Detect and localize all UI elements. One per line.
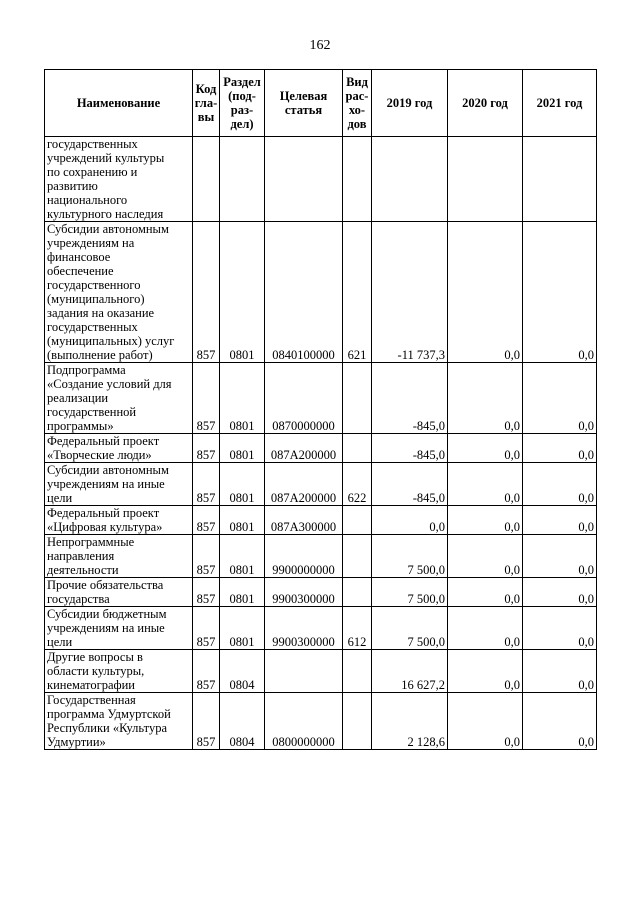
header-expense-type: Вид рас- хо- дов (343, 70, 372, 137)
cell-amount-2021: 0,0 (523, 506, 597, 535)
cell-target-article: 087A200000 (265, 463, 343, 506)
cell-section: 0801 (220, 363, 265, 434)
header-chapter-code: Код гла- вы (193, 70, 220, 137)
cell-expense-type (343, 434, 372, 463)
cell-expense-type (343, 535, 372, 578)
cell-name: Государственная программа Удмуртской Республики «Культура Удмуртии» (45, 693, 193, 750)
header-year-2021: 2021 год (523, 70, 597, 137)
cell-amount-2019 (372, 137, 448, 222)
cell-target-article: 9900300000 (265, 607, 343, 650)
cell-expense-type (343, 650, 372, 693)
cell-amount-2020 (448, 137, 523, 222)
cell-amount-2020: 0,0 (448, 434, 523, 463)
cell-target-article (265, 650, 343, 693)
cell-section: 0801 (220, 434, 265, 463)
cell-target-article: 087A200000 (265, 434, 343, 463)
cell-amount-2021 (523, 137, 597, 222)
cell-name: государственных учреждений культуры по сохранению и развитию национального культурного наследия (45, 137, 193, 222)
cell-expense-type: 622 (343, 463, 372, 506)
cell-target-article: 087A300000 (265, 506, 343, 535)
cell-target-article: 0870000000 (265, 363, 343, 434)
cell-target-article: 0840100000 (265, 222, 343, 363)
cell-section: 0804 (220, 693, 265, 750)
table-row (45, 434, 597, 463)
cell-amount-2019: -845,0 (372, 434, 448, 463)
cell-section: 0801 (220, 607, 265, 650)
cell-section: 0804 (220, 650, 265, 693)
cell-amount-2020: 0,0 (448, 650, 523, 693)
table-row (45, 137, 597, 222)
table-row (45, 693, 597, 750)
cell-name: Федеральный проект «Цифровая культура» (45, 506, 193, 535)
cell-chapter-code: 857 (193, 434, 220, 463)
cell-name: Субсидии бюджетным учреждениям на иные цели (45, 607, 193, 650)
cell-amount-2019: 2 128,6 (372, 693, 448, 750)
cell-expense-type: 621 (343, 222, 372, 363)
table-row (45, 506, 597, 535)
cell-expense-type (343, 137, 372, 222)
cell-chapter-code: 857 (193, 506, 220, 535)
cell-chapter-code: 857 (193, 693, 220, 750)
table-row (45, 463, 597, 506)
cell-amount-2019: -11 737,3 (372, 222, 448, 363)
header-year-2019: 2019 год (372, 70, 448, 137)
cell-amount-2019: 7 500,0 (372, 607, 448, 650)
cell-amount-2021: 0,0 (523, 363, 597, 434)
cell-amount-2019: -845,0 (372, 463, 448, 506)
header-section: Раздел (под- раз- дел) (220, 70, 265, 137)
cell-chapter-code: 857 (193, 650, 220, 693)
cell-amount-2020: 0,0 (448, 506, 523, 535)
cell-amount-2021: 0,0 (523, 693, 597, 750)
cell-name: Субсидии автономным учреждениям на иные цели (45, 463, 193, 506)
cell-target-article: 0800000000 (265, 693, 343, 750)
cell-chapter-code: 857 (193, 607, 220, 650)
cell-amount-2020: 0,0 (448, 222, 523, 363)
cell-amount-2020: 0,0 (448, 363, 523, 434)
cell-section: 0801 (220, 506, 265, 535)
cell-name: Федеральный проект «Творческие люди» (45, 434, 193, 463)
header-row (45, 70, 597, 137)
cell-name: Другие вопросы в области культуры, кинематографии (45, 650, 193, 693)
cell-amount-2021: 0,0 (523, 222, 597, 363)
cell-amount-2020: 0,0 (448, 607, 523, 650)
cell-section: 0801 (220, 535, 265, 578)
cell-expense-type: 612 (343, 607, 372, 650)
table-row (45, 607, 597, 650)
budget-table (44, 69, 597, 750)
cell-name: Прочие обязательства государства (45, 578, 193, 607)
cell-chapter-code (193, 137, 220, 222)
table-row (45, 578, 597, 607)
cell-amount-2020: 0,0 (448, 693, 523, 750)
cell-amount-2021: 0,0 (523, 535, 597, 578)
table-row (45, 535, 597, 578)
cell-chapter-code: 857 (193, 222, 220, 363)
cell-amount-2019: -845,0 (372, 363, 448, 434)
cell-section: 0801 (220, 222, 265, 363)
cell-expense-type (343, 578, 372, 607)
cell-name: Субсидии автономным учреждениям на финансовое обеспечение государственного (муниципального) задания на оказание государственных (муниципальных) услуг (выполнение работ) (45, 222, 193, 363)
cell-chapter-code: 857 (193, 463, 220, 506)
header-year-2020: 2020 год (448, 70, 523, 137)
cell-chapter-code: 857 (193, 535, 220, 578)
cell-section: 0801 (220, 463, 265, 506)
cell-amount-2019: 16 627,2 (372, 650, 448, 693)
header-name: Наименование (45, 70, 193, 137)
cell-amount-2020: 0,0 (448, 535, 523, 578)
cell-chapter-code: 857 (193, 578, 220, 607)
cell-amount-2019: 7 500,0 (372, 535, 448, 578)
cell-amount-2021: 0,0 (523, 578, 597, 607)
table-row (45, 363, 597, 434)
cell-amount-2021: 0,0 (523, 463, 597, 506)
cell-expense-type (343, 506, 372, 535)
cell-section: 0801 (220, 578, 265, 607)
cell-amount-2021: 0,0 (523, 607, 597, 650)
cell-name: Непрограммные направления деятельности (45, 535, 193, 578)
cell-amount-2021: 0,0 (523, 434, 597, 463)
cell-name: Подпрограмма «Создание условий для реализации государственной программы» (45, 363, 193, 434)
cell-target-article (265, 137, 343, 222)
cell-chapter-code: 857 (193, 363, 220, 434)
cell-expense-type (343, 693, 372, 750)
cell-target-article: 9900300000 (265, 578, 343, 607)
cell-amount-2019: 7 500,0 (372, 578, 448, 607)
cell-amount-2021: 0,0 (523, 650, 597, 693)
table-row (45, 222, 597, 363)
header-target-article: Целевая статья (265, 70, 343, 137)
cell-expense-type (343, 363, 372, 434)
table-row (45, 650, 597, 693)
cell-target-article: 9900000000 (265, 535, 343, 578)
page-number: 162 (309, 38, 331, 53)
cell-section (220, 137, 265, 222)
cell-amount-2020: 0,0 (448, 578, 523, 607)
cell-amount-2019: 0,0 (372, 506, 448, 535)
cell-amount-2020: 0,0 (448, 463, 523, 506)
